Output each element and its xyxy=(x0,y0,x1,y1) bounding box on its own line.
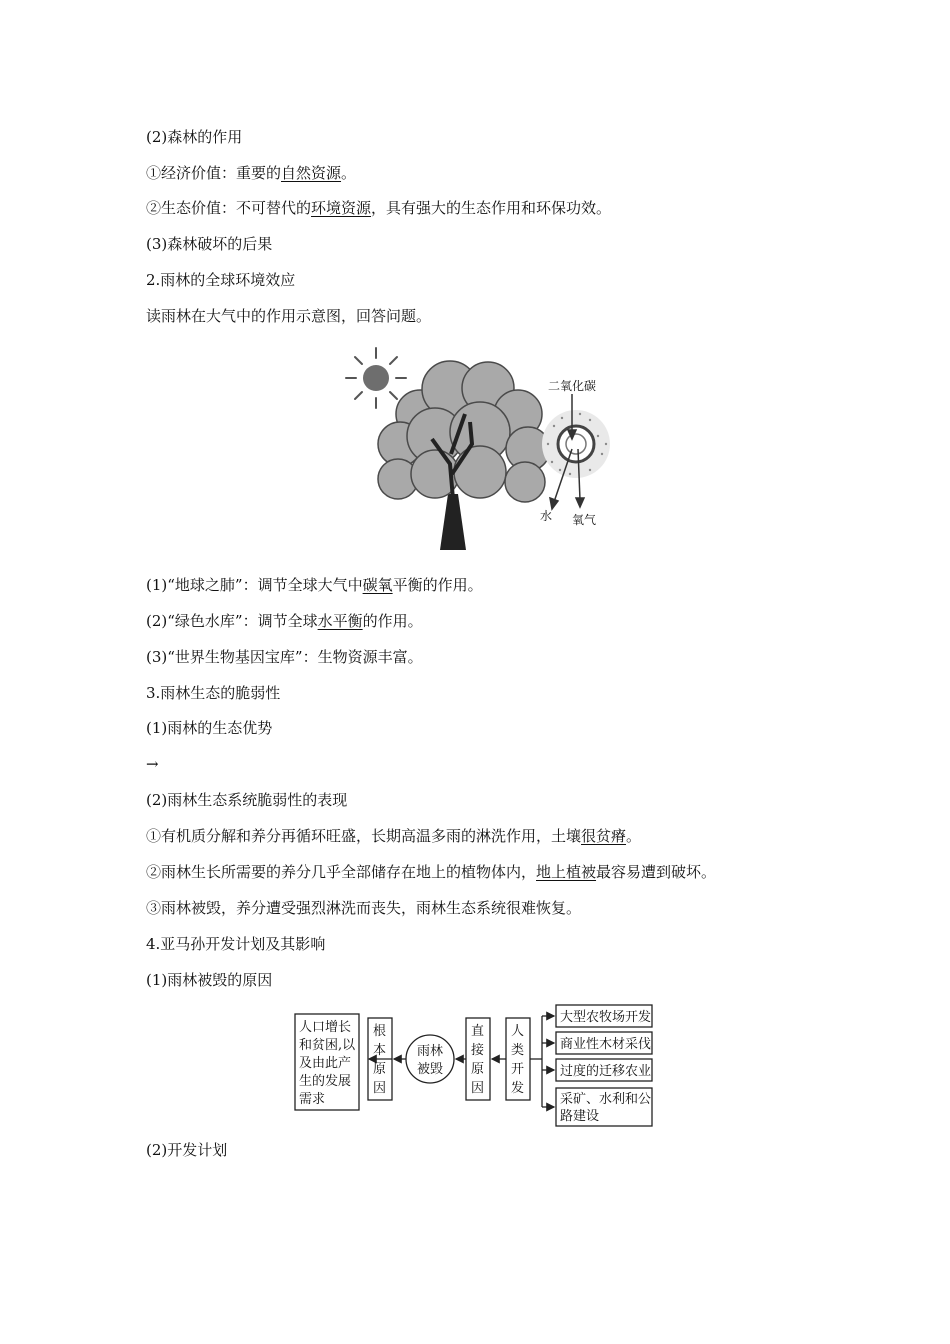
left-box-line: 人口增长 xyxy=(299,1020,352,1035)
item-label: 路建设 xyxy=(560,1109,600,1124)
text: (1)“地球之肺”：调节全球大气中 xyxy=(146,576,363,594)
underlined-answer: 自然资源 xyxy=(281,164,342,182)
underlined-answer: 水平衡 xyxy=(317,612,363,630)
left-box-line: 及由此产 xyxy=(299,1056,352,1071)
rainforest-destruction-diagram xyxy=(294,1002,656,1128)
leaf-detail-icon xyxy=(542,410,610,478)
text: ①有机质分解和养分再循环旺盛，长期高温多雨的淋洗作用，土壤 xyxy=(146,827,582,845)
item-label: 商业性木材采伐 xyxy=(560,1037,652,1052)
item-label: 大型农牧场开发 xyxy=(560,1010,652,1025)
green-reservoir-line xyxy=(146,611,423,631)
text: ②雨林生长所需要的养分几乎全部储存在地上的植物体内， xyxy=(146,863,537,881)
tree-icon xyxy=(378,361,553,550)
left-box-line: 和贫困,以 xyxy=(299,1038,356,1053)
cause-heading: (1)雨林被毁的原因 xyxy=(146,971,273,989)
human-char: 类 xyxy=(511,1043,525,1058)
earth-lung-line xyxy=(146,575,483,595)
heading-amazon: 4.亚马孙开发计划及其影响 xyxy=(146,935,326,953)
water-label: 水 xyxy=(540,509,553,523)
economic-value-line xyxy=(146,163,356,183)
item-label: 过度的迁移农业 xyxy=(560,1064,652,1079)
ecological-value-line xyxy=(146,198,611,218)
root-cause-char: 原 xyxy=(373,1062,387,1077)
human-char: 人 xyxy=(511,1024,525,1039)
text: ②生态价值：不可替代的 xyxy=(146,199,312,217)
soil-line xyxy=(146,826,641,846)
root-cause-char: 本 xyxy=(373,1043,387,1058)
underlined-answer: 环境资源 xyxy=(311,199,372,217)
text: 平衡的作用。 xyxy=(392,576,483,594)
text: 。 xyxy=(626,827,642,845)
root-cause-char: 根 xyxy=(373,1024,387,1039)
left-box-line: 生的发展 xyxy=(299,1074,352,1089)
section-forest-damage: (3)森林破坏的后果 xyxy=(146,235,273,253)
human-char: 发 xyxy=(511,1081,525,1096)
text: ①经济价值：重要的 xyxy=(146,164,282,182)
text: (2)“绿色水库”：调节全球 xyxy=(146,612,318,630)
oxygen-label: 氧气 xyxy=(572,513,597,527)
direct-cause-char: 直 xyxy=(471,1024,485,1039)
heading-fragility: 3.雨林生态的脆弱性 xyxy=(146,684,281,702)
text: 。 xyxy=(341,164,357,182)
eco-advantage-line: (1)雨林的生态优势 xyxy=(146,719,273,737)
fragility-performance-line: (2)雨林生态系统脆弱性的表现 xyxy=(146,791,348,809)
center-label: 被毁 xyxy=(417,1062,444,1077)
recovery-line: ③雨林被毁，养分遭受强烈淋洗而丧失，雨林生态系统很难恢复。 xyxy=(146,899,582,917)
plan-heading: (2)开发计划 xyxy=(146,1141,228,1159)
left-box-line: 需求 xyxy=(299,1092,326,1107)
human-char: 开 xyxy=(511,1062,525,1077)
item-label: 采矿、水利和公 xyxy=(560,1092,652,1107)
gene-bank-line: (3)“世界生物基因宝库”：生物资源丰富。 xyxy=(146,648,423,666)
underlined-answer: 地上植被 xyxy=(536,863,597,881)
sun-icon xyxy=(346,348,406,408)
nutrient-line xyxy=(146,862,716,882)
instruction-line: 读雨林在大气中的作用示意图，回答问题。 xyxy=(146,307,432,325)
text: 的作用。 xyxy=(362,612,423,630)
text: ，具有强大的生态作用和环保功效。 xyxy=(371,199,612,217)
center-label: 雨林 xyxy=(417,1044,444,1059)
rainforest-atmosphere-figure xyxy=(340,344,610,550)
co2-label: 二氧化碳 xyxy=(548,379,597,393)
section-forest-functions: (2)森林的作用 xyxy=(146,128,243,146)
text: 最容易遭到破坏。 xyxy=(596,863,717,881)
direct-cause-char: 接 xyxy=(471,1043,485,1058)
root-cause-char: 因 xyxy=(373,1081,387,1096)
heading-rainforest-effect: 2.雨林的全球环境效应 xyxy=(146,271,296,289)
direct-cause-char: 原 xyxy=(471,1062,485,1077)
underlined-answer: 碳氧 xyxy=(362,576,393,594)
underlined-answer: 很贫瘠 xyxy=(581,827,627,845)
arrow-line: → xyxy=(146,755,159,773)
direct-cause-char: 因 xyxy=(471,1081,485,1096)
